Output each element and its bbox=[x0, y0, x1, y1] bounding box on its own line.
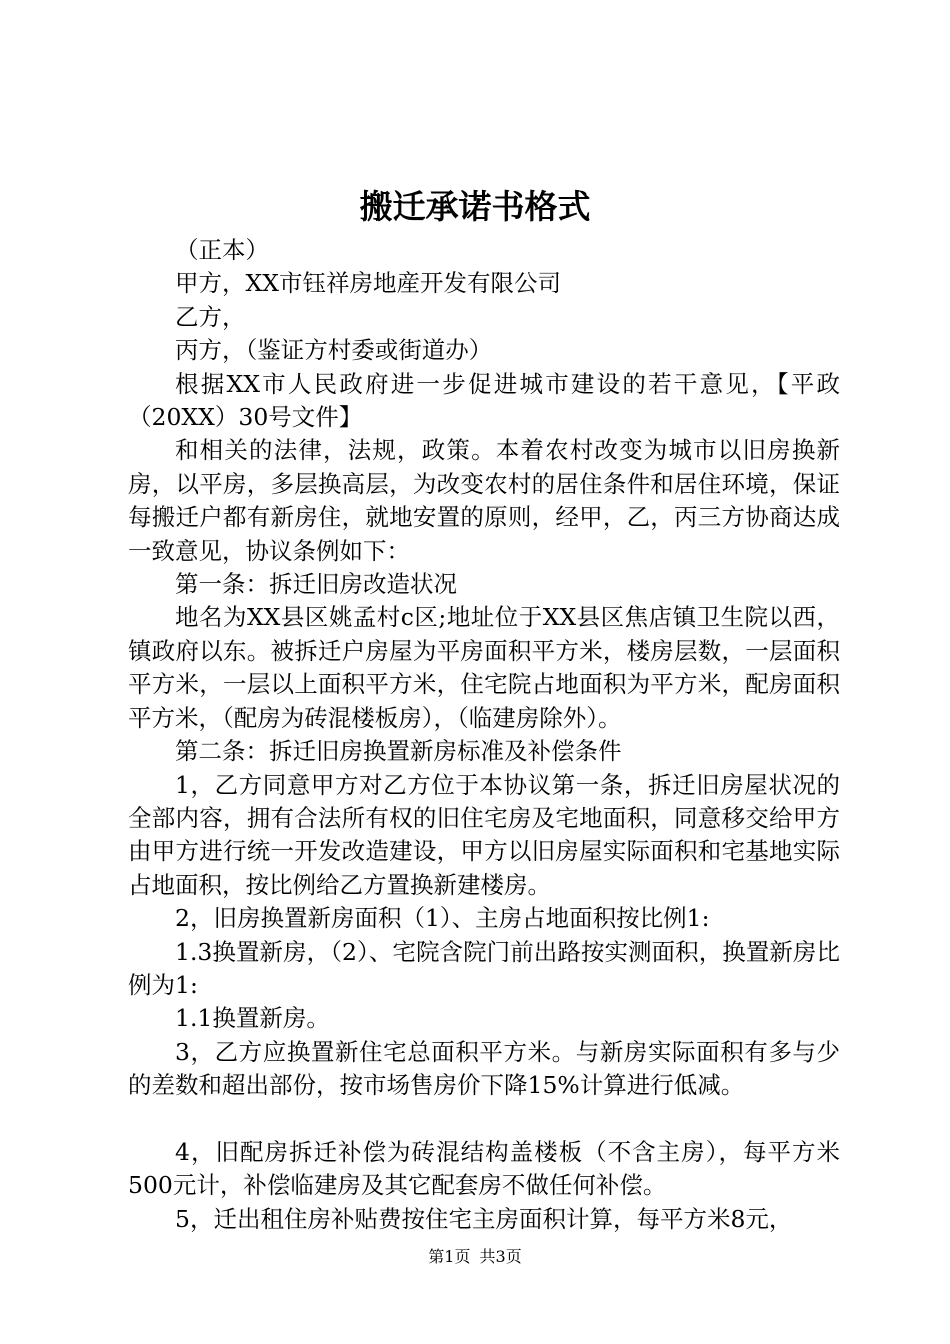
paragraph-copy-type: （正本） bbox=[175, 236, 269, 264]
paragraph-location: 地名为XX县区姚孟村c区;地址位于XX县区焦店镇卫生院以西，镇政府以东。被拆迁户房屋为平房面积平方米，楼房层数，一层面积平方米，一层以上面积平方米，住宅院占地面积为平方米，配房面积平方米，（配房为砖混楼板房），（临建房除外）。 bbox=[128, 603, 840, 732]
paragraph-party-a: 甲方，XX市钰祥房地産开发有限公司 bbox=[175, 269, 561, 298]
paragraph-party-b: 乙方， bbox=[175, 302, 246, 331]
clause-4: 4，旧配房拆迁补偿为砖混结构盖楼板（不含主房），每平方米500元计，补偿临建房及其它配套房不做任何补偿。 bbox=[128, 1137, 840, 1200]
paragraph-principles: 和相关的法律，法规，政策。本着农村改变为城市以旧房换新房，以平房，多层换高层，为改变农村的居住条件和居住环境，保证每搬迁户都有新房住，就地安置的原则，经甲，乙，丙三方协商达成一致意见，协议条例如下： bbox=[128, 436, 840, 565]
clause-5: 5，迁出租住房补贴费按住宅主房面积计算，每平方米8元， bbox=[175, 1204, 793, 1233]
clause-2-continued: 1.3换置新房，（2）、宅院含院门前出路按实测面积，换置新房比例为1: bbox=[128, 937, 840, 999]
clause-1: 1，乙方同意甲方对乙方位于本协议第一条，拆迁旧房屋状况的全部内容，拥有合法所有权的旧住宅房及宅地面积，同意移交给甲方由甲方进行统一开发改造建设，甲方以旧房屋实际面积和宅基地实际占地面积，按比例给乙方置换新建楼房。 bbox=[128, 770, 840, 899]
clause-2-end: 1.1换置新房。 bbox=[175, 1004, 330, 1033]
document-title: 搬迁承诺书格式 bbox=[359, 187, 591, 226]
article-2-heading: 第二条：拆迁旧房换置新房标准及补偿条件 bbox=[175, 737, 622, 766]
clause-3: 3，乙方应换置新住宅总面积平方米。与新房实际面积有多与少的差数和超出部份，按市场售房价下降15%计算进行低减。 bbox=[128, 1037, 840, 1100]
paragraph-party-c: 丙方，（鉴证方村委或街道办） bbox=[175, 336, 493, 365]
document-body bbox=[128, 234, 840, 1236]
page-footer bbox=[0, 1244, 950, 1267]
paragraph-basis: 根据XX市人民政府进一步促进城市建设的若干意见，【平政（20XX）30号文件】 bbox=[128, 369, 840, 432]
clause-2: 2，旧房换置新房面积（1）、主房占地面积按比例1: bbox=[175, 904, 710, 933]
article-1-heading: 第一条：拆迁旧房改造状况 bbox=[175, 570, 457, 599]
page-total: 共3页 bbox=[479, 1247, 522, 1266]
page-number: 第1页 bbox=[428, 1247, 471, 1266]
